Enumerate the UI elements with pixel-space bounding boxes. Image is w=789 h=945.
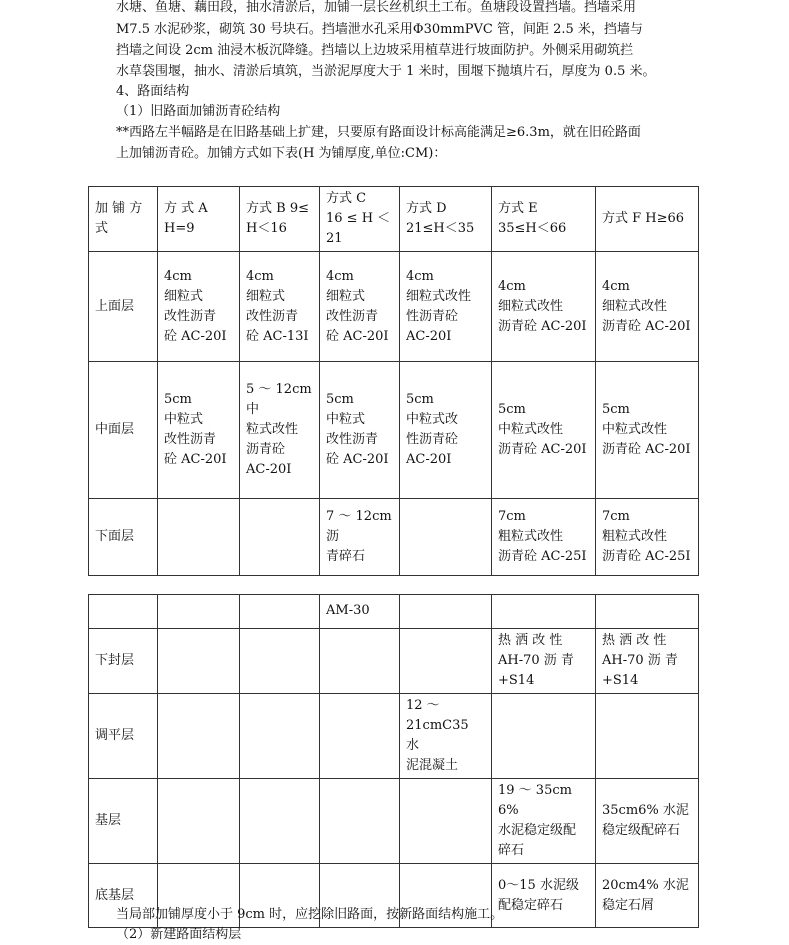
table-cell: 5cm 中粒式 改性沥青 砼 AC-20I [320, 362, 400, 499]
table-cell [596, 694, 699, 779]
table-cell: 0～15 水泥级 配稳定碎石 [492, 864, 596, 928]
intro-line: 上加铺沥青砼。加铺方式如下表(H 为铺厚度,单位:CM)： [116, 146, 447, 161]
table-cell: 热 洒 改 性 AH-70 沥 青 +S14 [492, 629, 596, 694]
table-cell: 5cm 中粒式 改性沥青 砼 AC-20I [158, 362, 240, 499]
table-cell: 19 ～ 35cm6% 水泥稳定级配 碎石 [492, 779, 596, 864]
table-cell [320, 629, 400, 694]
table-cell: 5cm 中粒式改性 沥青砼 AC-20I [596, 362, 699, 499]
table-cell: 4cm 细粒式改性 性沥青砼 AC-20I [400, 252, 492, 362]
table-cell [158, 779, 240, 864]
next-heading: （2）新建路面结构层 [116, 927, 242, 942]
table-cell [400, 499, 492, 576]
table-row [89, 362, 699, 499]
table-cell [400, 629, 492, 694]
table-cell: 5cm 中粒式改 性沥青砼 AC-20I [400, 362, 492, 499]
intro-line: **西路左半幅路是在旧路基础上扩建，只要原有路面设计标高能满足≥6.3m，就在旧砼路面 [116, 125, 641, 140]
table-cell: 4cm 细粒式 改性沥青 砼 AC-20I [158, 252, 240, 362]
table-cell: 12 ～ 21cmC35 水 泥混凝土 [400, 694, 492, 779]
table-cell [492, 595, 596, 629]
table-cell: 方式 B 9≤ H＜16 [240, 187, 320, 252]
paragraph-line: 水塘、鱼塘、藕田段，抽水清淤后，加铺一层长丝机织土工布。鱼塘段设置挡墙。挡墙采用 [116, 0, 637, 15]
table-cell: 5cm 中粒式改性 沥青砼 AC-20I [492, 362, 596, 499]
table-cell: 4cm 细粒式 改性沥青 砼 AC-20I [320, 252, 400, 362]
table-row [89, 252, 699, 362]
table-cell [240, 694, 320, 779]
table-cell [400, 779, 492, 864]
table-cell [400, 595, 492, 629]
table-cell [240, 499, 320, 576]
table-cell [158, 694, 240, 779]
overlay-methods-table-continued [88, 594, 699, 928]
row-label: 调平层 [89, 694, 158, 779]
table-cell: 4cm 细粒式改性 沥青砼 AC-20I [596, 252, 699, 362]
table-cell [240, 595, 320, 629]
table-cell: 加 铺 方 式 [89, 187, 158, 252]
footnote: 当局部加铺厚度小于 9cm 时，应挖除旧路面，按新路面结构施工。 [116, 907, 504, 922]
table-cell: 7cm 粗粒式改性 沥青砼 AC-25I [492, 499, 596, 576]
table-cell [240, 629, 320, 694]
table-cell [158, 629, 240, 694]
table-cell: 方式 E 35≤H＜66 [492, 187, 596, 252]
table-row [89, 499, 699, 576]
row-label: 基层 [89, 779, 158, 864]
row-label [89, 595, 158, 629]
table-cell: 方式 F H≥66 [596, 187, 699, 252]
table-header-row [89, 187, 699, 252]
row-label: 下面层 [89, 499, 158, 576]
table-cell: 7 ～ 12cm 沥 青碎石 [320, 499, 400, 576]
table-cell: 4cm 细粒式改性 沥青砼 AC-20I [492, 252, 596, 362]
row-label: 下封层 [89, 629, 158, 694]
table-cell: 35cm6% 水泥 稳定级配碎石 [596, 779, 699, 864]
overlay-methods-table [88, 186, 699, 576]
table-cell: 4cm 细粒式 改性沥青 砼 AC-13I [240, 252, 320, 362]
table-cell [158, 499, 240, 576]
table-cell [320, 694, 400, 779]
table-cell [320, 779, 400, 864]
subsection-heading: （1）旧路面加铺沥青砼结构 [116, 104, 281, 119]
table-cell: 方 式 A H=9 [158, 187, 240, 252]
table-row [89, 629, 699, 694]
paragraph-line: M7.5 水泥砂浆，砌筑 30 号块石。挡墙泄水孔采用Φ30mmPVC 管，间距 2.5 米，挡墙与 [116, 22, 643, 37]
table-cell: 热 洒 改 性 AH-70 沥 青 +S14 [596, 629, 699, 694]
table-cell [492, 694, 596, 779]
row-label: 上面层 [89, 252, 158, 362]
table-cell [240, 779, 320, 864]
table-cell: 方式 D 21≤H＜35 [400, 187, 492, 252]
table-cell: 5 ～ 12cm 中 粒式改性 沥青砼 AC-20I [240, 362, 320, 499]
table-row [89, 779, 699, 864]
section-heading: 4、路面结构 [116, 84, 190, 99]
row-label: 中面层 [89, 362, 158, 499]
paragraph-line: 水草袋围堰，抽水、清淤后填筑，当淤泥厚度大于 1 米时，围堰下抛填片石，厚度为 0.5 米。 [116, 64, 656, 79]
table-row [89, 694, 699, 779]
table-cell [596, 595, 699, 629]
table-cell: 20cm4% 水泥 稳定石屑 [596, 864, 699, 928]
paragraph-line: 挡墙之间设 2cm 油浸木板沉降缝。挡墙以上边坡采用植草进行坡面防护。外侧采用砌筑拦 [116, 43, 634, 58]
table-cell [158, 595, 240, 629]
table-row [89, 595, 699, 629]
row-label: 底基层 [89, 864, 158, 928]
table-cell: 方式 C 16 ≤ H ＜ 21 [320, 187, 400, 252]
table-cell: 7cm 粗粒式改性 沥青砼 AC-25I [596, 499, 699, 576]
table-cell: AM-30 [320, 595, 400, 629]
